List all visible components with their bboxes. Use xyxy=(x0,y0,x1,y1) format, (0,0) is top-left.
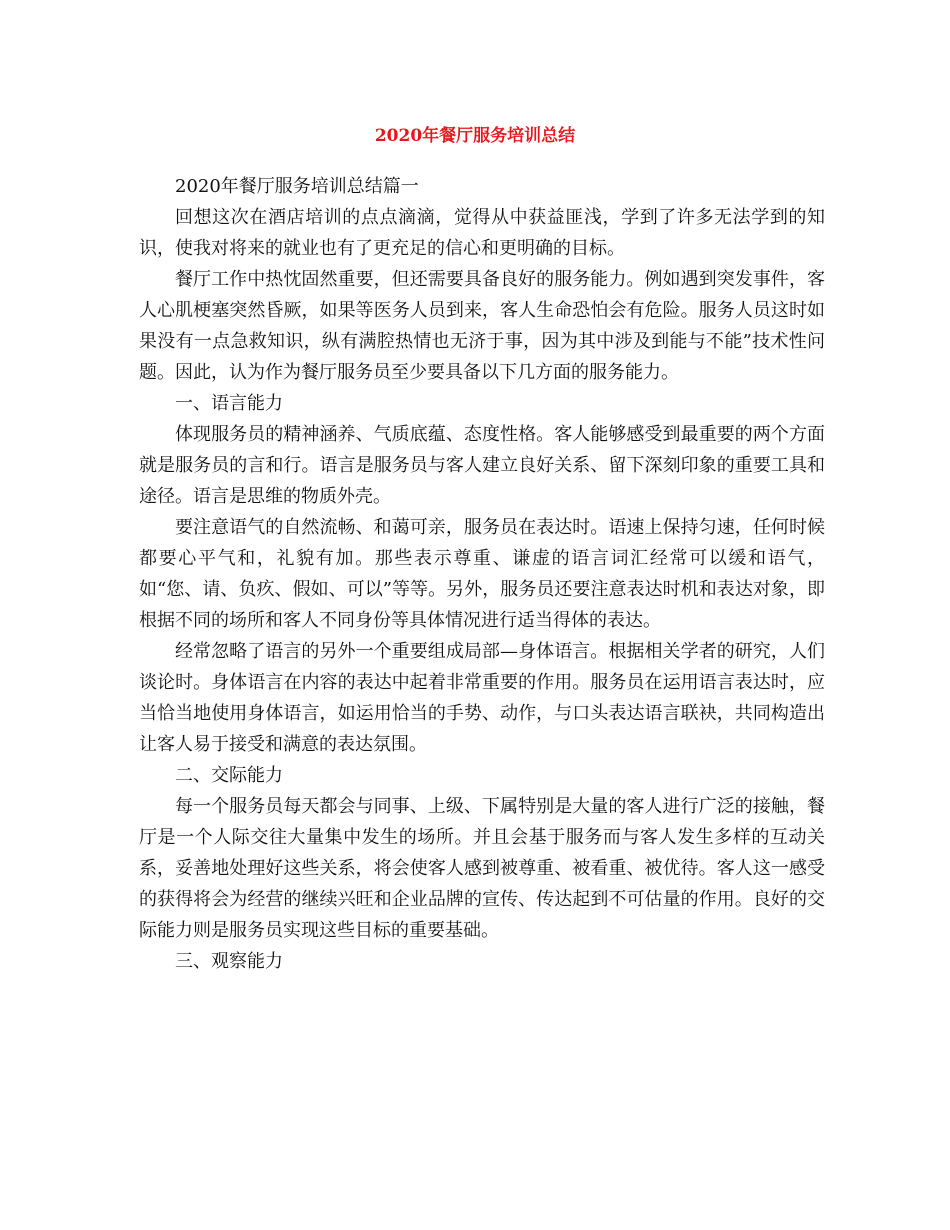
document-title: 2020年餐厅服务培训总结 xyxy=(374,126,576,146)
service-ability-paragraph: 餐厅工作中热忱固然重要，但还需要具备良好的服务能力。例如遇到突发事件，客人心肌梗塞突然昏厥，如果等医务人员到来，客人生命恐怕会有危险。服务人员这时如果没有一点急救知识，纵有满腔热情也无济于事，因为其中涉及到能与不能”技术性问题。因此，认为作为餐厅服务员至少要具备以下几方面的服务能力。 xyxy=(139,269,825,383)
intro-paragraph: 回想这次在酒店培训的点点滴滴，觉得从中获益匪浅，学到了许多无法学到的知识，使我对将来的就业也有了更充足的信心和更明确的目标。 xyxy=(139,207,825,259)
section-title: 2020年餐厅服务培训总结篇一 xyxy=(175,176,419,197)
heading-social-ability: 二、交际能力 xyxy=(175,765,283,786)
document-body xyxy=(139,171,825,977)
language-paragraph: 要注意语气的自然流畅、和蔼可亲，服务员在表达时。语速上保持匀速，任何时候都要心平气和，礼貌有加。那些表示尊重、谦虚的语言词汇经常可以缓和语气，如“您、请、负疚、假如、可以”等等。另外，服务员还要注意表达时机和表达对象，即根据不同的场所和客人不同身份等具体情况进行适当得体的表达。 xyxy=(139,517,825,631)
heading-language-ability: 一、语言能力 xyxy=(175,393,283,414)
social-paragraph: 每一个服务员每天都会与同事、上级、下属特别是大量的客人进行广泛的接触，餐厅是一个人际交往大量集中发生的场所。并且会基于服务而与客人发生多样的互动关系，妥善地处理好这些关系，将会使客人感到被尊重、被看重、被优待。客人这一感受的获得将会为经营的继续兴旺和企业品牌的宣传、传达起到不可估量的作用。良好的交际能力则是服务员实现这些目标的重要基础。 xyxy=(139,796,825,941)
heading-observation-ability: 三、观察能力 xyxy=(175,951,283,972)
language-paragraph: 体现服务员的精神涵养、气质底蕴、态度性格。客人能够感受到最重要的两个方面就是服务员的言和行。语言是服务员与客人建立良好关系、留下深刻印象的重要工具和途径。语言是思维的物质外壳。 xyxy=(139,424,825,507)
language-paragraph: 经常忽略了语言的另外一个重要组成局部—身体语言。根据相关学者的研究，人们谈论时。身体语言在内容的表达中起着非常重要的作用。服务员在运用语言表达时，应当恰当地使用身体语言，如运用恰当的手势、动作，与口头表达语言联袂，共同构造出让客人易于接受和满意的表达氛围。 xyxy=(139,641,825,755)
